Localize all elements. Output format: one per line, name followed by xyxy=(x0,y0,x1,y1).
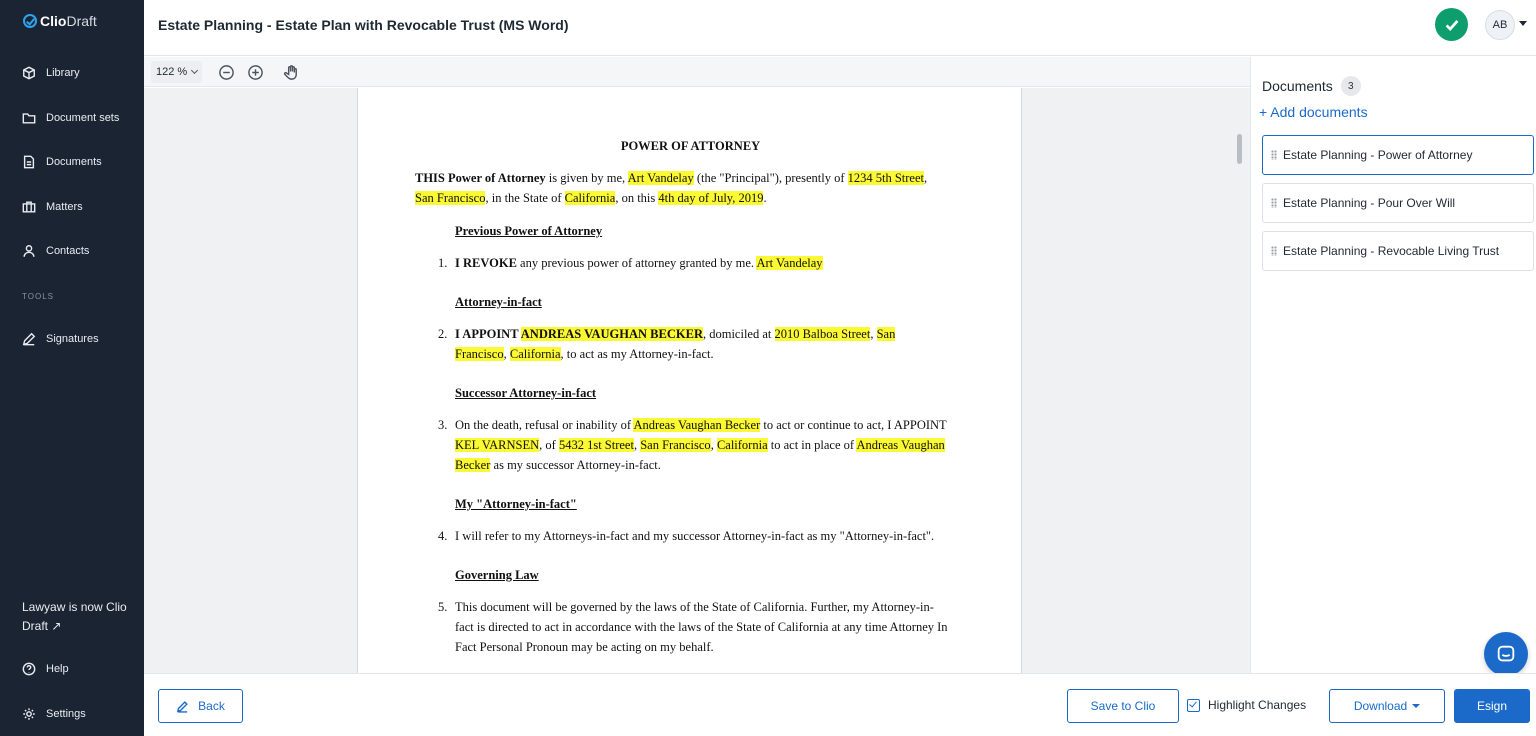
sidebar xyxy=(0,0,144,736)
pencil-icon xyxy=(176,700,189,713)
doc-text: , of xyxy=(539,438,559,452)
merge-field: San Francisco xyxy=(640,438,711,452)
doc-text: , in the State of xyxy=(485,191,565,205)
merge-field: ANDREAS VAUGHAN BECKER xyxy=(520,327,703,341)
doc-text: . xyxy=(763,191,767,205)
section-heading: Previous Power of Attorney xyxy=(455,224,603,238)
save-to-clio-button[interactable] xyxy=(1067,689,1179,723)
sidebar-item-signatures[interactable] xyxy=(22,332,99,346)
sidebar-item-label: Signatures xyxy=(46,333,99,345)
download-button[interactable] xyxy=(1329,689,1445,723)
merge-field: Andreas Vaughan Becker xyxy=(633,418,761,432)
drag-handle-icon[interactable] xyxy=(1271,246,1277,256)
merge-field: California xyxy=(716,438,768,452)
merge-field: Art Vandelay xyxy=(756,256,823,270)
esign-button[interactable] xyxy=(1454,689,1530,723)
action-footer xyxy=(144,673,1536,736)
doc-text: , xyxy=(924,171,928,185)
rebrand-promo-link[interactable]: Lawyaw is now Clio Draft ↗ xyxy=(22,600,127,633)
hand-icon xyxy=(283,64,300,81)
documents-title: Documents xyxy=(1262,78,1333,94)
add-documents-link[interactable]: + Add documents xyxy=(1259,104,1368,120)
section-number: 3. xyxy=(438,418,448,432)
tools-section-label: TOOLS xyxy=(22,292,54,301)
section-2-line-1 xyxy=(455,327,895,342)
file-icon xyxy=(22,155,36,169)
doc-text: , domiciled at xyxy=(702,327,775,341)
documents-header xyxy=(1262,76,1361,96)
document-page xyxy=(357,88,1022,673)
merge-field: Becker xyxy=(455,458,491,472)
section-5-line-2: fact is directed to act in accordance with the laws of the State of California at any time Attorney In xyxy=(455,620,948,634)
sidebar-item-label: Contacts xyxy=(46,245,90,257)
doc-text: , on this xyxy=(615,191,659,205)
section-number: 4. xyxy=(438,529,448,543)
document-card-label: Estate Planning - Power of Attorney xyxy=(1283,148,1473,162)
highlight-changes-label: Highlight Changes xyxy=(1208,698,1307,712)
pan-tool-button[interactable] xyxy=(281,62,301,82)
chevron-down-icon xyxy=(191,67,198,74)
merge-field: Andreas Vaughan xyxy=(856,438,945,452)
sidebar-item-documents[interactable] xyxy=(22,155,102,169)
doc-text: , xyxy=(870,327,877,341)
support-chat-button[interactable] xyxy=(1484,632,1528,676)
esign-label: Esign xyxy=(1476,699,1508,713)
section-1-line xyxy=(455,256,823,271)
sidebar-item-label: Help xyxy=(46,663,69,675)
document-title: POWER OF ATTORNEY xyxy=(620,139,761,153)
highlight-changes-toggle[interactable] xyxy=(1187,698,1306,712)
document-card-label: Estate Planning - Pour Over Will xyxy=(1283,196,1456,210)
drag-handle-icon[interactable] xyxy=(1271,198,1277,208)
merge-field: 2010 Balboa Street xyxy=(774,327,871,341)
viewer-scrollbar[interactable] xyxy=(1237,134,1242,164)
merge-field: San xyxy=(876,327,896,341)
chevron-down-icon xyxy=(1412,704,1420,708)
doc-text: I REVOKE xyxy=(455,256,517,270)
zoom-level-select[interactable] xyxy=(151,61,202,83)
sidebar-item-settings[interactable] xyxy=(22,707,86,721)
gear-icon xyxy=(22,707,36,721)
download-label: Download xyxy=(1353,699,1408,713)
doc-text: is given by me, xyxy=(545,171,628,185)
zoom-out-icon xyxy=(218,64,235,81)
briefcase-icon xyxy=(22,200,36,214)
doc-text: , xyxy=(710,438,717,452)
documents-panel xyxy=(1250,57,1536,673)
document-card-label: Estate Planning - Revocable Living Trust xyxy=(1283,244,1500,258)
sidebar-item-contacts[interactable] xyxy=(22,244,89,258)
viewer-toolbar xyxy=(144,57,1250,87)
document-card-pour-over-will[interactable] xyxy=(1262,183,1534,223)
documents-count-badge: 3 xyxy=(1341,76,1361,96)
merge-field: Art Vandelay xyxy=(627,171,694,185)
section-heading: My "Attorney-in-fact" xyxy=(455,497,577,511)
brand-name-bold: Clio xyxy=(40,13,67,29)
intro-line-1 xyxy=(415,171,927,186)
doc-text: , to act as my Attorney-in-fact. xyxy=(560,347,714,361)
doc-text: to act in place of xyxy=(767,438,857,452)
zoom-level-value: 122 % xyxy=(156,66,188,78)
zoom-in-icon xyxy=(247,64,264,81)
doc-text: I APPOINT xyxy=(455,327,521,341)
doc-text: , xyxy=(503,347,510,361)
sidebar-item-document-sets[interactable] xyxy=(22,111,119,125)
box-icon xyxy=(22,66,36,80)
document-card-revocable-living-trust[interactable] xyxy=(1262,231,1534,271)
zoom-out-button[interactable] xyxy=(216,62,236,82)
doc-text: On the death, refusal or inability of xyxy=(455,418,634,432)
pen-icon xyxy=(22,332,36,346)
clio-check-logo-icon xyxy=(23,14,37,28)
merge-field: San Francisco xyxy=(415,191,486,205)
back-button-label: Back xyxy=(198,699,225,713)
merge-field: California xyxy=(564,191,616,205)
brand-name-light: Draft xyxy=(66,13,97,29)
doc-text: to act or continue to act, I APPOINT xyxy=(760,418,947,432)
doc-text: THIS Power of Attorney xyxy=(415,171,546,185)
intro-line-2 xyxy=(415,191,767,206)
chat-icon xyxy=(1495,643,1517,665)
zoom-in-button[interactable] xyxy=(245,62,265,82)
sidebar-item-label: Document sets xyxy=(46,112,120,124)
doc-text: as my successor Attorney-in-fact. xyxy=(490,458,661,472)
doc-text: any previous power of attorney granted by me. xyxy=(516,256,757,270)
page-title: Estate Planning - Estate Plan with Revocable Trust (MS Word) xyxy=(158,17,569,33)
saved-status-check-icon xyxy=(1435,8,1468,41)
chevron-down-icon[interactable] xyxy=(1519,21,1527,26)
folder-icon xyxy=(22,111,36,125)
top-header xyxy=(144,0,1536,56)
user-avatar[interactable]: AB xyxy=(1485,10,1515,40)
section-5-line-1: This document will be governed by the laws of the State of California. Further, my Attorney-in- xyxy=(455,600,934,614)
sidebar-item-matters[interactable] xyxy=(22,200,83,214)
section-number: 1. xyxy=(438,256,448,270)
sidebar-item-help[interactable] xyxy=(22,662,69,676)
back-button[interactable] xyxy=(158,689,243,723)
section-heading: Attorney-in-fact xyxy=(455,295,542,309)
merge-field: 5432 1st Street xyxy=(558,438,634,452)
section-heading: Governing Law xyxy=(455,568,539,582)
section-5-line-3: Fact Personal Pronoun may be acting on my behalf. xyxy=(455,640,714,654)
section-number: 2. xyxy=(438,327,448,341)
section-heading: Successor Attorney-in-fact xyxy=(455,386,597,400)
sidebar-item-label: Matters xyxy=(46,201,83,213)
merge-field: Francisco xyxy=(455,347,504,361)
sidebar-item-label: Settings xyxy=(46,708,86,720)
sidebar-item-label: Documents xyxy=(46,156,102,168)
section-number: 5. xyxy=(438,600,448,614)
section-3-line-2 xyxy=(455,438,945,453)
save-to-clio-label: Save to Clio xyxy=(1090,699,1156,713)
doc-text: (the "Principal"), presently of xyxy=(693,171,848,185)
sidebar-item-library[interactable] xyxy=(22,66,80,80)
section-4-line: I will refer to my Attorneys-in-fact and my successor Attorney-in-fact as my "Attorney-in-fact". xyxy=(455,529,935,543)
clio-draft-logo[interactable] xyxy=(23,13,97,29)
drag-handle-icon[interactable] xyxy=(1271,150,1277,160)
section-3-line-1 xyxy=(455,418,947,433)
section-3-line-3 xyxy=(455,458,661,473)
doc-text: , xyxy=(633,438,641,452)
merge-field: California xyxy=(509,347,561,361)
merge-field: 4th day of July, 2019 xyxy=(658,191,764,205)
merge-field: 1234 5th Street xyxy=(847,171,925,185)
checkbox-checked-icon[interactable] xyxy=(1187,699,1200,712)
merge-field: KEL VARNSEN xyxy=(455,438,540,452)
sidebar-item-label: Library xyxy=(46,67,80,79)
document-viewer[interactable] xyxy=(144,88,1250,673)
person-icon xyxy=(22,244,36,258)
section-2-line-2 xyxy=(455,347,714,362)
help-icon xyxy=(22,662,36,676)
document-card-power-of-attorney[interactable] xyxy=(1262,135,1534,175)
